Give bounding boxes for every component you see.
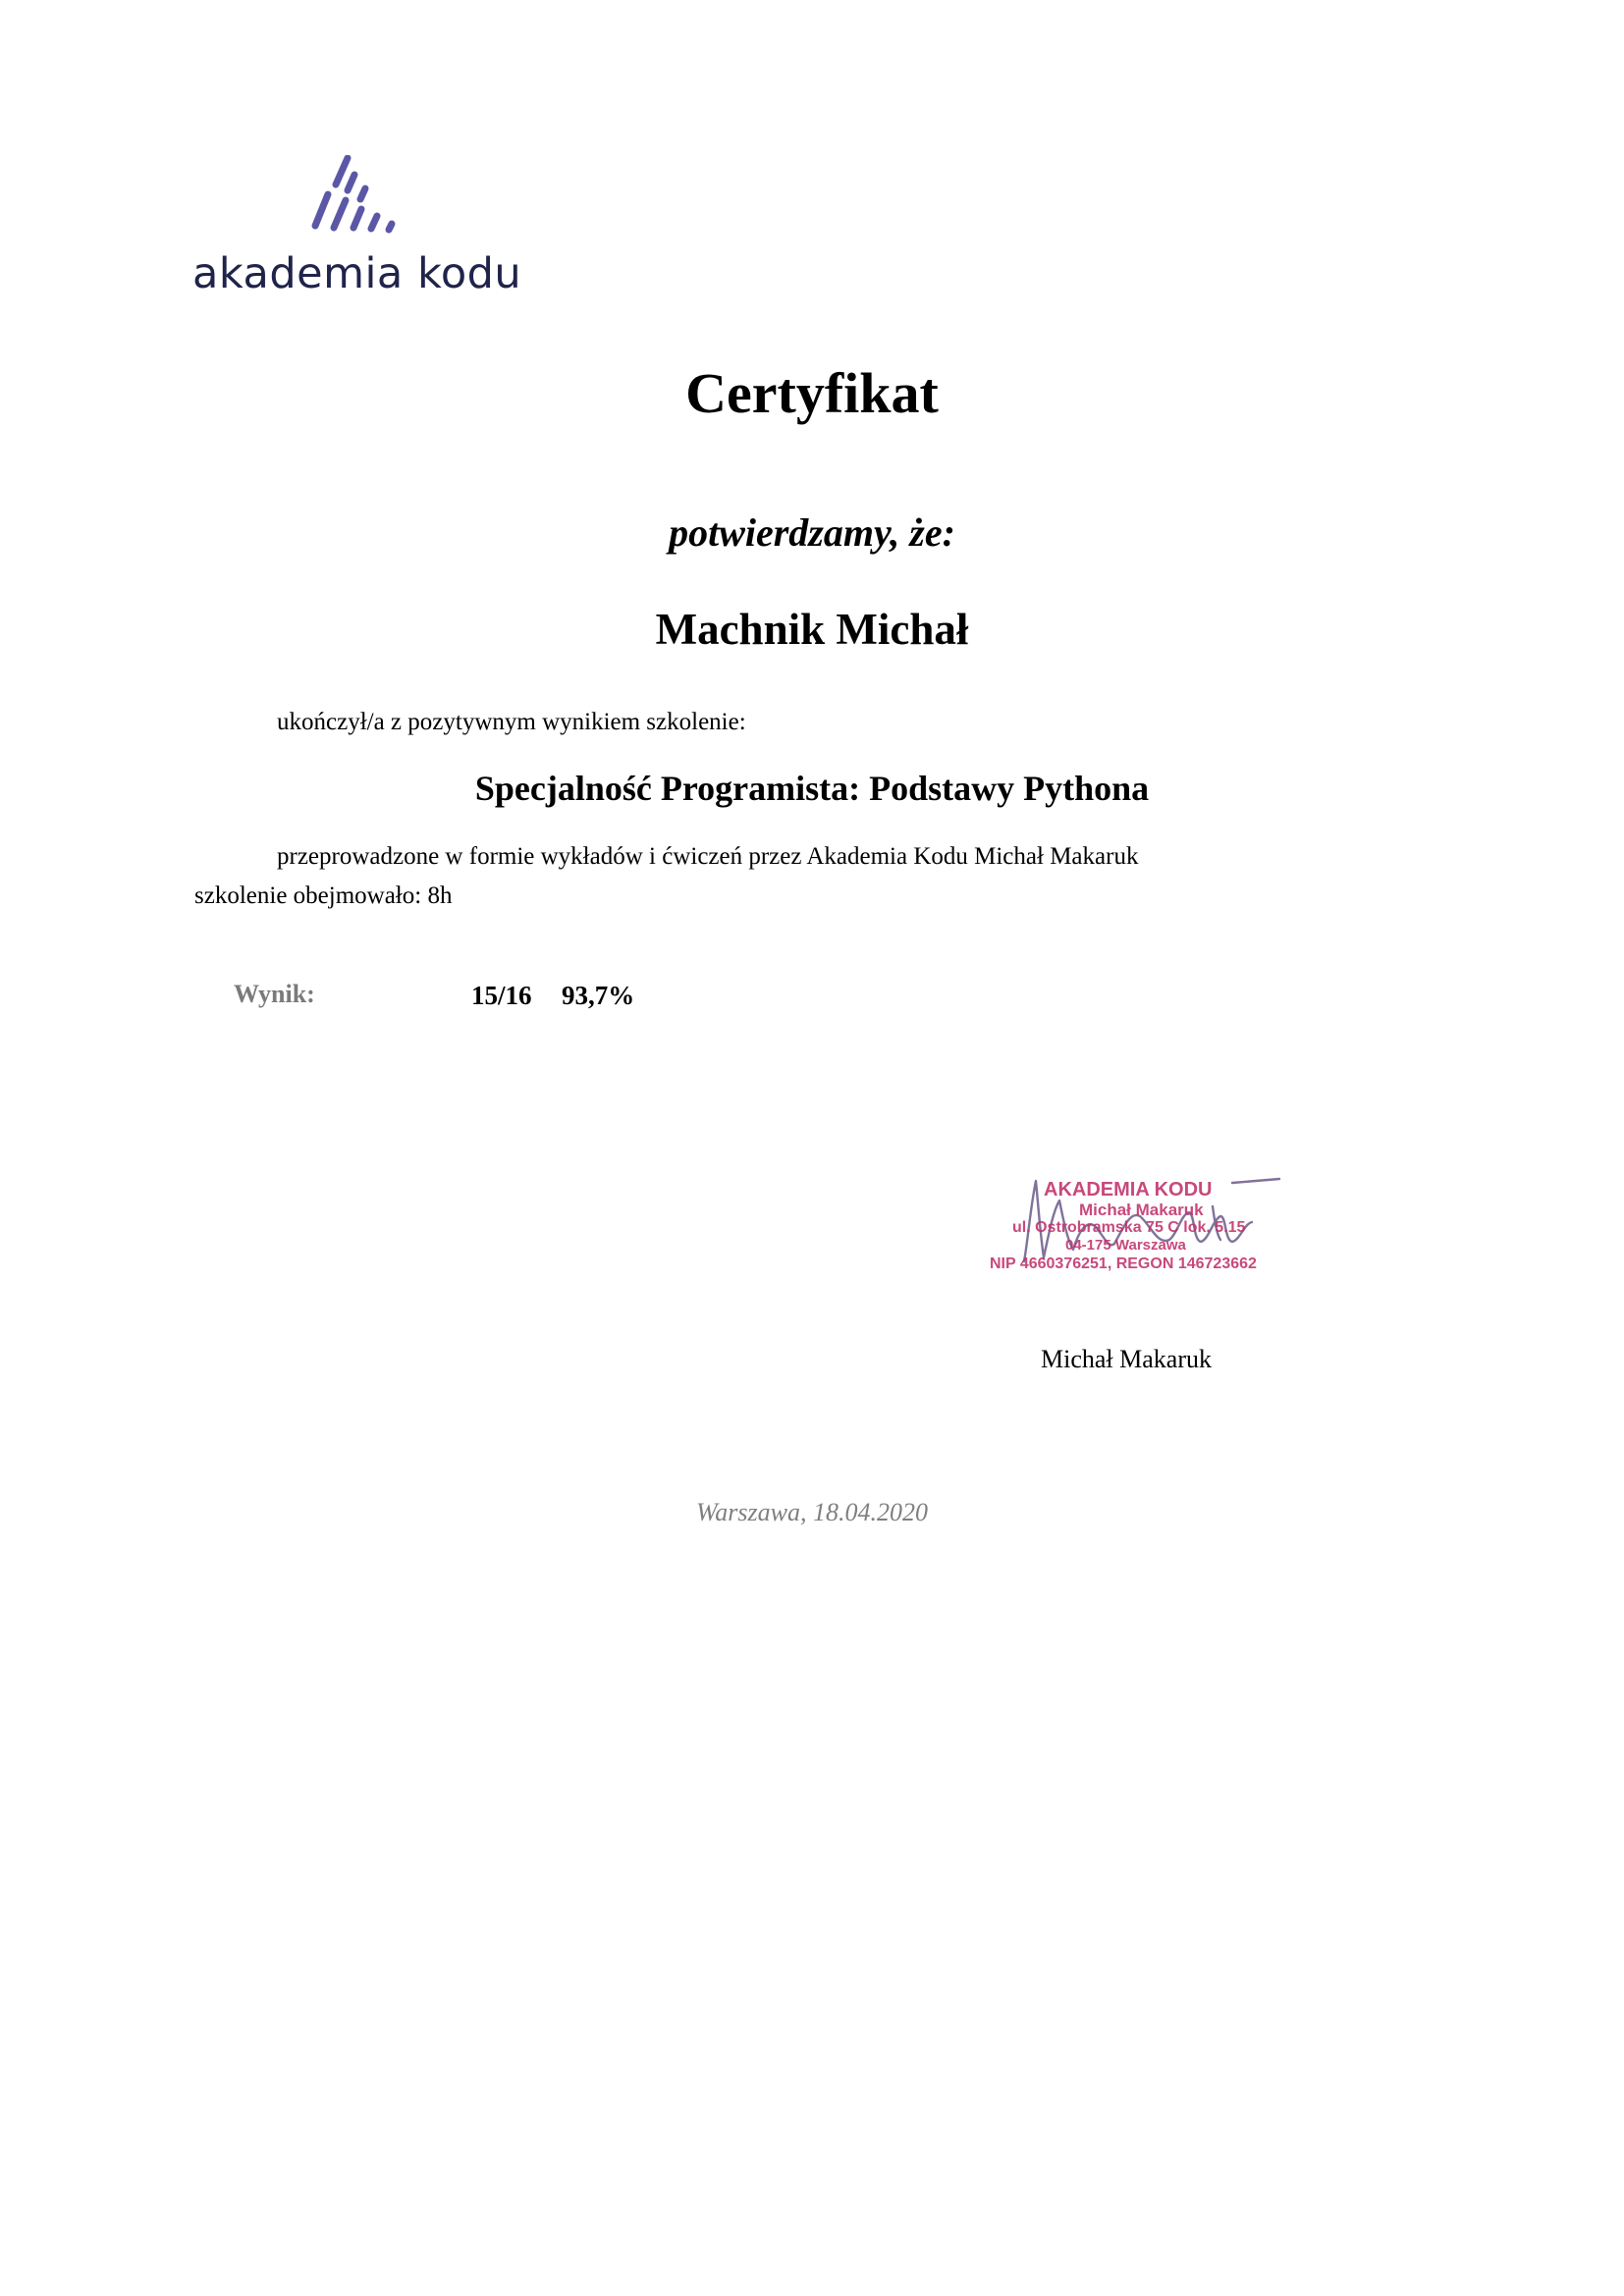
score-value: 15/16: [471, 981, 532, 1010]
score-label: Wynik:: [234, 980, 315, 1008]
certificate-subtitle: potwierdzamy, że:: [669, 510, 955, 555]
duration-statement: szkolenie obejmowało: 8h: [194, 882, 453, 909]
signer-name: Michał Makaruk: [1041, 1345, 1213, 1373]
company-stamp-with-signature: [985, 1171, 1289, 1294]
conducted-statement: przeprowadzone w formie wykładów i ćwiczeń przez Akademia Kodu Michał Makaruk: [277, 843, 1139, 870]
completion-statement: ukończył/a z pozytywnym wynikiem szkolenie:: [277, 709, 746, 735]
stamp-tax-ids: NIP 4660376251, REGON 146723662: [990, 1255, 1257, 1272]
stamp-street-address: ul. Ostrobramska 75 C lok. 5.15: [1012, 1219, 1246, 1236]
stamp-company-name: AKADEMIA KODU: [1044, 1179, 1213, 1201]
certificate-title: Certyfikat: [685, 361, 939, 425]
diagonal-dashes-logo-icon: [300, 155, 399, 241]
course-name: Specjalność Programista: Podstawy Pythona: [474, 769, 1150, 808]
stamp-city: 04-175 Warszawa: [1065, 1237, 1186, 1254]
logo-brand-name: akademia kodu: [192, 249, 522, 298]
company-logo: [192, 147, 526, 304]
place-and-date: Warszawa, 18.04.2020: [696, 1498, 928, 1526]
stamp-owner-name: Michał Makaruk: [1079, 1201, 1204, 1219]
recipient-name: Machnik Michał: [655, 605, 969, 654]
score-percent: 93,7%: [562, 981, 635, 1010]
